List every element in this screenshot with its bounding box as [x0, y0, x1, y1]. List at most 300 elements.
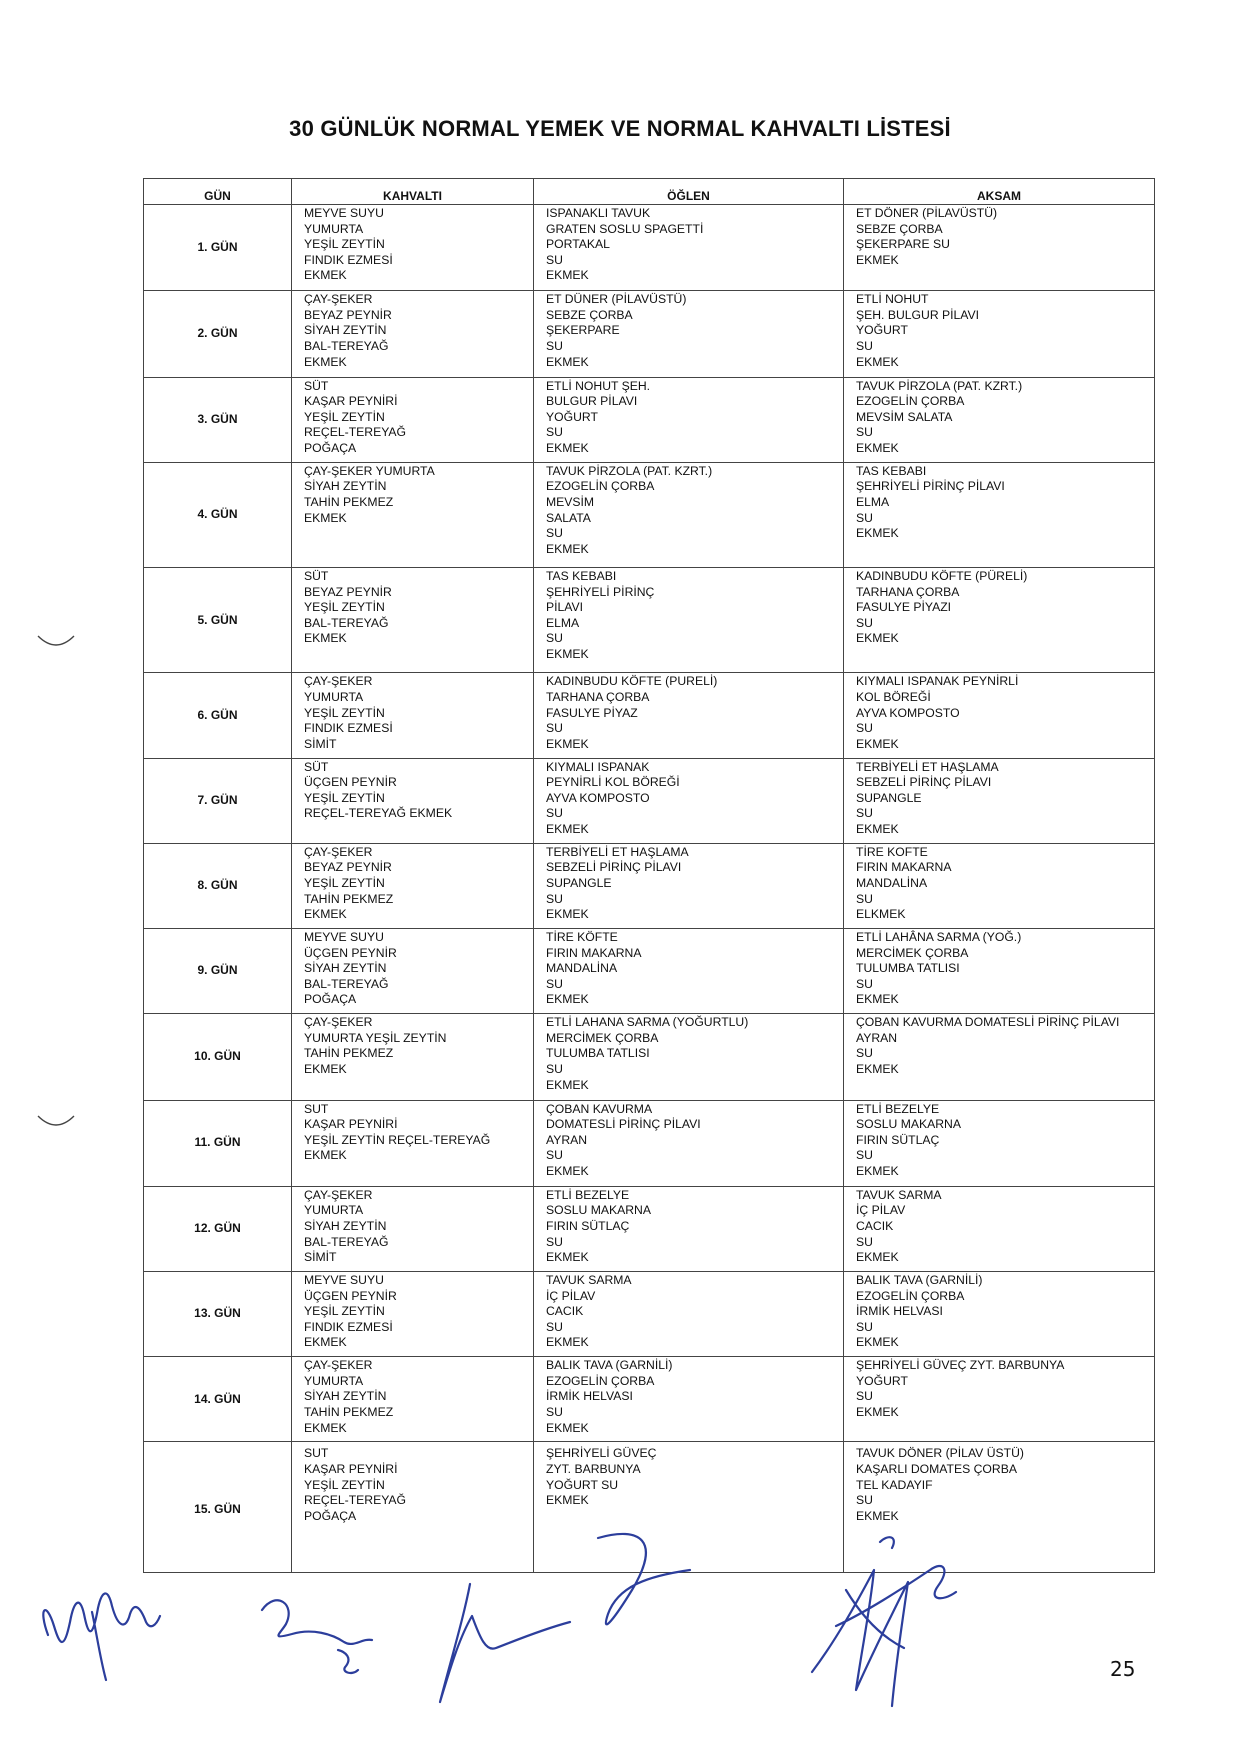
menu-item: ŞEHRİYELİ GÜVEÇ ZYT. BARBUNYA [856, 1358, 1065, 1373]
menu-item: KOL BÖREĞİ [856, 689, 931, 704]
menu-item: FINDIK EZMESİ [304, 252, 393, 267]
menu-item: SU [546, 425, 563, 440]
menu-item: MANDALİNA [856, 876, 928, 891]
menu-item: REÇEL-TEREYAĞ [304, 1493, 407, 1508]
table-row [144, 377, 1155, 462]
signature-1 [43, 1593, 160, 1680]
menu-item: YOĞURT SU [546, 1477, 619, 1492]
breakfast-cell [292, 1272, 534, 1357]
breakfast-cell [292, 929, 534, 1014]
menu-item: ETLİ LAHÂNA SARMA (YOĞ.) [856, 930, 1022, 945]
menu-item: TULUMBA TATLISI [546, 1046, 650, 1061]
menu-item: SU [546, 339, 563, 354]
menu-item: SU [546, 1319, 563, 1334]
menu-item: SİYAH ZEYTİN [304, 323, 387, 338]
menu-item: SU [856, 976, 873, 991]
lunch-cell [534, 377, 844, 462]
menu-item: KAŞARLI DOMATES ÇORBA [856, 1462, 1017, 1477]
menu-item: TARHANA ÇORBA [546, 689, 650, 704]
menu-item: EKMEK [856, 1405, 899, 1420]
menu-item: YEŞİL ZEYTİN [304, 237, 385, 252]
menu-item: BALIK TAVA (GARNİLİ) [856, 1273, 983, 1287]
day-label: 6. GÜN [144, 673, 292, 758]
menu-item: SU [546, 891, 563, 906]
menu-item: CACIK [546, 1304, 584, 1319]
menu-item: ÇAY-ŞEKER [304, 674, 373, 689]
menu-item: SU [856, 510, 873, 525]
menu-item: SU [546, 806, 563, 821]
menu-item: EKMEK [856, 252, 899, 267]
menu-item: EKMEK [856, 354, 899, 369]
menu-item: SİMİT [304, 736, 337, 751]
menu-item: MEYVE SUYU [304, 206, 384, 220]
menu-item: REÇEL-TEREYAĞ EKMEK [304, 806, 453, 821]
menu-item: SOSLU MAKARNA [856, 1117, 961, 1132]
table-row [144, 843, 1155, 928]
menu-item: EKMEK [856, 526, 899, 541]
menu-item: SEBZELİ PİRİNÇ PİLAVI [546, 860, 682, 875]
menu-item: SU [856, 1389, 873, 1404]
page-title: 30 GÜNLÜK NORMAL YEMEK VE NORMAL KAHVALTI LİSTESİ [289, 116, 951, 141]
menu-item: EKMEK [546, 1077, 589, 1092]
menu-item: TAVUK SARMA [546, 1273, 632, 1287]
menu-item: MANDALİNA [546, 961, 618, 976]
menu-item: ŞEKERPARE SU [856, 237, 950, 252]
menu-item: ISPANAKLI TAVUK [546, 206, 651, 220]
menu-item: EKMEK [304, 907, 347, 922]
menu-item: AYVA KOMPOSTO [546, 790, 650, 805]
breakfast-cell [292, 1186, 534, 1271]
menu-item: SUPANGLE [546, 876, 612, 891]
menu-item: MERCİMEK ÇORBA [546, 1030, 659, 1045]
menu-item: SİYAH ZEYTİN [304, 1218, 387, 1233]
menu-item: FASULYE PİYAZ [546, 705, 638, 720]
breakfast-cell [292, 377, 534, 462]
menu-item: ÇAY-ŞEKER [304, 1187, 373, 1202]
lunch-cell [534, 1357, 844, 1442]
menu-item: SÜT [304, 378, 329, 393]
menu-item: EKMEK [304, 1148, 347, 1163]
menu-item: EKMEK [546, 1420, 589, 1435]
menu-item: EKMEK [856, 736, 899, 751]
menu-item: YEŞİL ZEYTİN [304, 876, 385, 891]
dinner-cell [844, 205, 1155, 291]
menu-item: ELMA [546, 615, 580, 630]
day-label: 8. GÜN [144, 843, 292, 928]
breakfast-cell [292, 462, 534, 567]
menu-item: TAS KEBABI [856, 463, 927, 478]
menu-item: ÇOBAN KAVURMA DOMATESLİ PİRİNÇ PİLAVI [856, 1015, 1120, 1030]
menu-item: ETLİ NOHUT ŞEH. [546, 378, 651, 393]
menu-item: FIRIN MAKARNA [856, 860, 952, 875]
menu-item: GRATEN SOSLU SPAGETTİ [546, 221, 704, 236]
menu-item: TAHİN PEKMEZ [304, 891, 394, 906]
menu-item: EKMEK [304, 354, 347, 369]
menu-item: POĞAÇA [304, 440, 357, 455]
menu-item: BEYAZ PEYNİR [304, 307, 392, 322]
menu-item: SÜT [304, 569, 329, 584]
menu-item: SU [546, 631, 563, 646]
menu-item: SUT [304, 1101, 329, 1116]
menu-item: YOĞURT [856, 323, 908, 338]
menu-item: TAHİN PEKMEZ [304, 1405, 394, 1420]
menu-item: AYRAN [546, 1132, 588, 1147]
menu-item: EKMEK [546, 736, 589, 751]
menu-item: PEYNİRLİ KOL BÖREĞİ [546, 775, 680, 790]
menu-item: YUMURTA [304, 1203, 364, 1218]
menu-item: EKMEK [304, 268, 347, 283]
dinner-cell [844, 673, 1155, 758]
menu-item: ZYT. BARBUNYA [546, 1462, 641, 1477]
menu-item: EKMEK [304, 510, 347, 525]
menu-item: EKMEK [546, 440, 589, 455]
menu-item: TAHİN PEKMEZ [304, 494, 394, 509]
menu-item: MEVSİM SALATA [856, 409, 953, 424]
menu-item: BULGUR PİLAVI [546, 394, 638, 409]
menu-item: FIRIN SÜTLAÇ [546, 1218, 630, 1233]
menu-item: TİRE KÖFTE [546, 930, 618, 945]
menu-item: İÇ PİLAV [856, 1203, 906, 1218]
menu-item: EZOGELİN ÇORBA [856, 394, 965, 409]
menu-item: SU [856, 425, 873, 440]
menu-item: YUMURTA [304, 689, 364, 704]
table-row [144, 1272, 1155, 1357]
day-label: 4. GÜN [144, 462, 292, 567]
menu-item: SU [546, 1062, 563, 1077]
menu-item: ETLİ BEZELYE [546, 1187, 630, 1202]
lunch-cell [534, 1100, 844, 1186]
lunch-cell [534, 758, 844, 843]
menu-item: EKMEK [856, 992, 899, 1007]
dinner-cell [844, 758, 1155, 843]
lunch-cell [534, 1186, 844, 1271]
menu-item: BALIK TAVA (GARNİLİ) [546, 1358, 673, 1373]
day-label: 10. GÜN [144, 1014, 292, 1100]
dinner-cell [844, 1272, 1155, 1357]
menu-item: TARHANA ÇORBA [856, 584, 960, 599]
menu-item: EKMEK [856, 1163, 899, 1178]
menu-item: MEYVE SUYU [304, 1273, 384, 1287]
header-row [144, 179, 1155, 205]
menu-item: CACIK [856, 1218, 894, 1233]
lunch-cell [534, 673, 844, 758]
menu-item: SU [856, 891, 873, 906]
menu-item: ÇAY-ŞEKER YUMURTA [304, 463, 435, 478]
menu-item: ETLİ NOHUT [856, 292, 929, 307]
menu-item: YOĞURT [546, 409, 598, 424]
column-header-oglen: ÖĞLEN [534, 179, 844, 205]
breakfast-cell [292, 568, 534, 673]
table-row [144, 673, 1155, 758]
menu-item: EKMEK [546, 647, 589, 662]
menu-item: SOSLU MAKARNA [546, 1203, 651, 1218]
lunch-cell [534, 843, 844, 928]
lunch-cell [534, 205, 844, 291]
lunch-cell [534, 568, 844, 673]
menu-item: SU [856, 1046, 873, 1061]
day-label: 14. GÜN [144, 1357, 292, 1442]
day-label: 15. GÜN [144, 1442, 292, 1573]
menu-item: EKMEK [546, 822, 589, 836]
menu-item: TAVUK SARMA [856, 1187, 942, 1202]
menu-item: EKMEK [546, 907, 589, 922]
menu-item: SU [546, 526, 563, 541]
menu-item: SU [856, 806, 873, 821]
menu-item: SU [856, 1319, 873, 1334]
signatures [0, 1530, 1240, 1754]
menu-item: ETLİ BEZELYE [856, 1101, 940, 1116]
menu-item: TERBİYELİ ET HAŞLAMA [546, 844, 689, 859]
menu-item: TAHİN PEKMEZ [304, 1046, 394, 1061]
table-row [144, 758, 1155, 843]
menu-item: TAVUK DÖNER (PİLAV ÜSTÜ) [856, 1446, 1024, 1461]
signature-3 [440, 1534, 690, 1702]
day-label: 11. GÜN [144, 1100, 292, 1186]
menu-item: EKMEK [856, 440, 899, 455]
menu-item: EKMEK [546, 1493, 589, 1508]
menu-item: İRMİK HELVASI [856, 1304, 943, 1319]
dinner-cell [844, 377, 1155, 462]
breakfast-cell [292, 673, 534, 758]
menu-item: SUPANGLE [856, 790, 922, 805]
menu-item: BAL-TEREYAĞ [304, 615, 389, 630]
menu-item: POĞAÇA [304, 1508, 357, 1523]
dinner-cell [844, 1014, 1155, 1100]
menu-item: FINDIK EZMESİ [304, 1319, 393, 1334]
menu-item: SU [546, 976, 563, 991]
menu-body [144, 205, 1155, 1573]
menu-item: YEŞİL ZEYTİN [304, 600, 385, 615]
dinner-cell [844, 1357, 1155, 1442]
menu-item: FINDIK EZMESİ [304, 721, 393, 736]
menu-item: ELKMEK [856, 907, 906, 922]
menu-item: DOMATESLİ PİRİNÇ PİLAVI [546, 1117, 701, 1132]
menu-item: PORTAKAL [546, 237, 610, 252]
menu-item: ELMA [856, 494, 890, 509]
dinner-cell [844, 1186, 1155, 1271]
menu-item: AYRAN [856, 1030, 898, 1045]
column-header-gun: GÜN [144, 179, 292, 205]
menu-item: BAL-TEREYAĞ [304, 976, 389, 991]
menu-item: TAVUK PİRZOLA (PAT. KZRT.) [546, 463, 713, 478]
menu-item: KAŞAR PEYNİRİ [304, 1462, 398, 1477]
menu-item: EZOGELİN ÇORBA [546, 479, 655, 494]
menu-item: TAVUK PİRZOLA (PAT. KZRT.) [856, 378, 1023, 393]
dinner-cell [844, 462, 1155, 567]
menu-item: TERBİYELİ ET HAŞLAMA [856, 759, 999, 774]
signature-4 [812, 1537, 956, 1706]
table-row [144, 205, 1155, 291]
menu-item: TİRE KOFTE [856, 844, 928, 859]
menu-item: ÜÇGEN PEYNİR [304, 1288, 397, 1303]
menu-item: TAS KEBABI [546, 569, 617, 584]
breakfast-cell [292, 291, 534, 377]
menu-item: ÇAY-ŞEKER [304, 1015, 373, 1030]
day-label: 13. GÜN [144, 1272, 292, 1357]
menu-item: BAL-TEREYAĞ [304, 339, 389, 354]
menu-item: SU [856, 1234, 873, 1249]
menu-item: ÇOBAN KAVURMA [546, 1101, 653, 1116]
menu-item: SU [856, 339, 873, 354]
menu-item: POĞAÇA [304, 992, 357, 1007]
menu-item: KAŞAR PEYNİRİ [304, 394, 398, 409]
menu-item: YEŞİL ZEYTİN [304, 1304, 385, 1319]
menu-item: EKMEK [546, 1163, 589, 1178]
menu-item: KADINBUDU KÖFTE (PURELİ) [546, 674, 718, 689]
column-header-aksam: AKSAM [844, 179, 1155, 205]
menu-item: EKMEK [546, 1335, 589, 1350]
menu-item: AYVA KOMPOSTO [856, 705, 960, 720]
day-label: 12. GÜN [144, 1186, 292, 1271]
menu-item: MEYVE SUYU [304, 930, 384, 945]
page-number: 25 [1110, 1657, 1136, 1681]
menu-item: ŞEHRİYELİ PİRİNÇ [546, 584, 655, 599]
day-label: 5. GÜN [144, 568, 292, 673]
menu-item: FIRIN MAKARNA [546, 945, 642, 960]
menu-item: SU [546, 721, 563, 736]
day-label: 1. GÜN [144, 205, 292, 291]
menu-item: YUMURTA YEŞİL ZEYTİN [304, 1030, 447, 1045]
menu-item: EKMEK [856, 822, 899, 836]
menu-item: KIYMALI ISPANAK PEYNİRLİ [856, 674, 1019, 689]
menu-item: YEŞİL ZEYTİN [304, 409, 385, 424]
breakfast-cell [292, 843, 534, 928]
menu-item: BEYAZ PEYNİR [304, 584, 392, 599]
breakfast-cell [292, 758, 534, 843]
table-row [144, 462, 1155, 567]
day-label: 2. GÜN [144, 291, 292, 377]
dinner-cell [844, 568, 1155, 673]
menu-item: EKMEK [304, 1420, 347, 1435]
menu-item: TULUMBA TATLISI [856, 961, 960, 976]
day-label: 9. GÜN [144, 929, 292, 1014]
menu-item: ET DÖNER (PİLAVÜSTÜ) [856, 206, 998, 220]
menu-item: ÇAY-ŞEKER [304, 292, 373, 307]
menu-item: ŞEHRİYELİ PİRİNÇ PİLAVI [856, 479, 1005, 494]
menu-item: SU [546, 252, 563, 267]
menu-item: EZOGELİN ÇORBA [856, 1288, 965, 1303]
signature-2 [262, 1600, 372, 1673]
menu-item: İRMİK HELVASI [546, 1389, 633, 1404]
menu-item: SEBZE ÇORBA [856, 221, 943, 236]
menu-item: YUMURTA [304, 1373, 364, 1388]
menu-item: TEL KADAYIF [856, 1477, 933, 1492]
menu-item: EKMEK [546, 354, 589, 369]
menu-item: SEBZE ÇORBA [546, 307, 633, 322]
menu-item: REÇEL-TEREYAĞ [304, 425, 407, 440]
punch-hole-mark [36, 1110, 76, 1136]
menu-item: EKMEK [856, 1335, 899, 1350]
lunch-cell [534, 1014, 844, 1100]
menu-item: EKMEK [856, 1062, 899, 1077]
table-row [144, 1014, 1155, 1100]
menu-item: SİYAH ZEYTİN [304, 961, 387, 976]
menu-item: SEBZELİ PİRİNÇ PİLAVI [856, 775, 992, 790]
lunch-cell [534, 1272, 844, 1357]
menu-item: ŞEKERPARE [546, 323, 620, 338]
menu-item: SU [546, 1148, 563, 1163]
menu-item: BEYAZ PEYNİR [304, 860, 392, 875]
lunch-cell [534, 929, 844, 1014]
menu-item: SU [856, 1493, 873, 1508]
menu-item: KIYMALI ISPANAK [546, 759, 650, 774]
menu-item: YOĞURT [856, 1373, 908, 1388]
menu-item: ÜÇGEN PEYNİR [304, 775, 397, 790]
dinner-cell [844, 843, 1155, 928]
lunch-cell [534, 291, 844, 377]
menu-item: MERCİMEK ÇORBA [856, 945, 969, 960]
menu-item: SU [546, 1405, 563, 1420]
menu-item: SİMİT [304, 1250, 337, 1265]
table-row [144, 1186, 1155, 1271]
menu-item: FIRIN SÜTLAÇ [856, 1132, 940, 1147]
menu-item: BAL-TEREYAĞ [304, 1234, 389, 1249]
menu-item: ÇAY-ŞEKER [304, 844, 373, 859]
table-row [144, 1100, 1155, 1186]
menu-item: YEŞİL ZEYTİN REÇEL-TEREYAĞ [304, 1132, 491, 1147]
breakfast-cell [292, 205, 534, 291]
menu-item: İÇ PİLAV [546, 1288, 596, 1303]
menu-item: YEŞİL ZEYTİN [304, 790, 385, 805]
menu-item: SU [546, 1234, 563, 1249]
menu-item: EKMEK [304, 1062, 347, 1077]
lunch-cell [534, 462, 844, 567]
menu-table [143, 178, 1155, 1573]
menu-item: EKMEK [546, 268, 589, 283]
menu-item: YEŞİL ZEYTİN [304, 1477, 385, 1492]
menu-item: YEŞİL ZEYTİN [304, 705, 385, 720]
menu-item: EKMEK [304, 1335, 347, 1350]
day-label: 7. GÜN [144, 758, 292, 843]
menu-item: KADINBUDU KÖFTE (PÜRELİ) [856, 569, 1028, 584]
menu-item: SİYAH ZEYTİN [304, 479, 387, 494]
menu-item: EKMEK [856, 631, 899, 646]
menu-item: ET DÜNER (PİLAVÜSTÜ) [546, 292, 687, 307]
menu-item: PİLAVI [546, 600, 584, 615]
menu-item: SU [856, 1148, 873, 1163]
menu-item: KAŞAR PEYNİRİ [304, 1117, 398, 1132]
breakfast-cell [292, 1100, 534, 1186]
menu-item: ÇAY-ŞEKER [304, 1358, 373, 1373]
menu-item: EZOGELİN ÇORBA [546, 1373, 655, 1388]
breakfast-cell [292, 1014, 534, 1100]
table-row [144, 929, 1155, 1014]
punch-hole-mark [36, 630, 76, 656]
table-row [144, 1357, 1155, 1442]
menu-item: ÜÇGEN PEYNİR [304, 945, 397, 960]
menu-item: ETLİ LAHANA SARMA (YOĞURTLU) [546, 1015, 749, 1030]
menu-item: ŞEHRİYELİ GÜVEÇ [546, 1446, 657, 1461]
menu-item: EKMEK [856, 1508, 899, 1523]
menu-item: EKMEK [546, 992, 589, 1007]
menu-item: EKMEK [304, 631, 347, 646]
dinner-cell [844, 929, 1155, 1014]
menu-item: YUMURTA [304, 221, 364, 236]
breakfast-cell [292, 1357, 534, 1442]
table-row [144, 291, 1155, 377]
menu-item: MEVSİM [546, 494, 595, 509]
menu-item: EKMEK [546, 1250, 589, 1265]
menu-item: SU [856, 615, 873, 630]
menu-item: FASULYE PİYAZI [856, 600, 952, 615]
menu-item: SALATA [546, 510, 591, 525]
menu-item: ŞEH. BULGUR PİLAVI [856, 307, 980, 322]
menu-item: SUT [304, 1446, 329, 1461]
menu-item: SİYAH ZEYTİN [304, 1389, 387, 1404]
column-header-kahvalti: KAHVALTI [292, 179, 534, 205]
menu-item: SÜT [304, 759, 329, 774]
menu-item: EKMEK [856, 1250, 899, 1265]
